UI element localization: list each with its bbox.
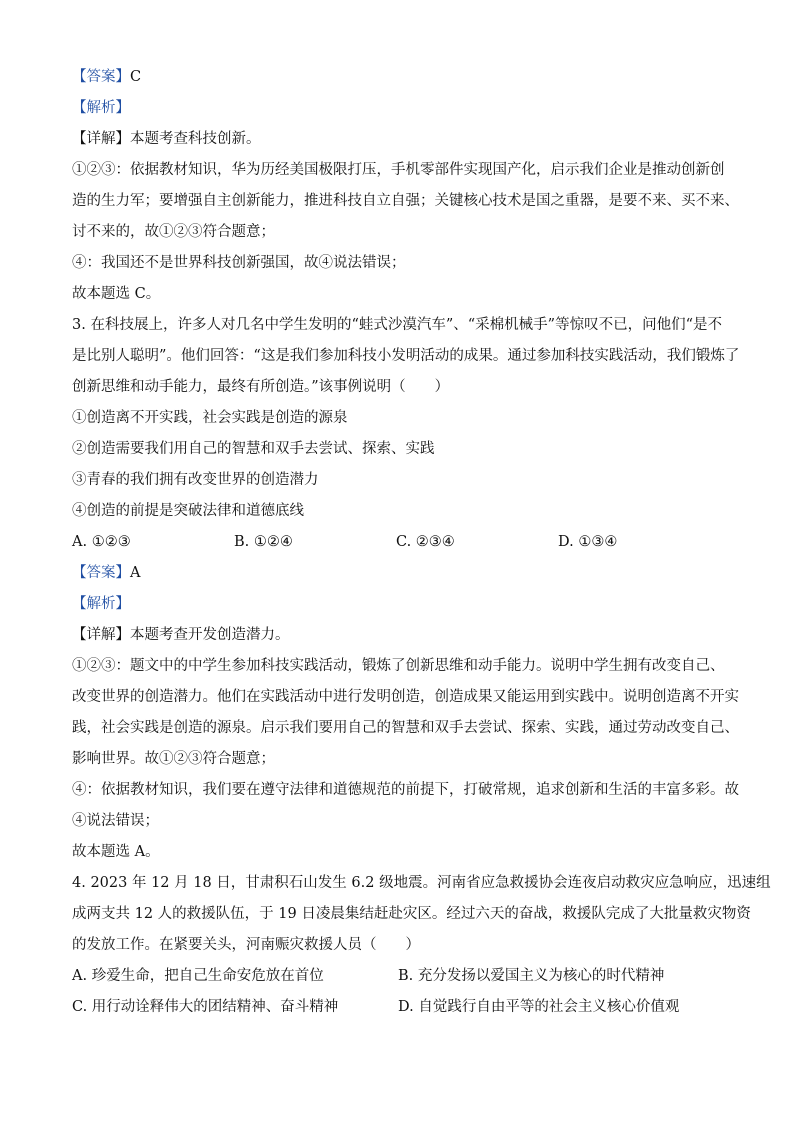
q3-stem-line: 3. 在科技展上，许多人对几名中学生发明的“蛙式沙漠汽车”、“采棉机械手”等惊叹不已，问他们“是不 — [72, 317, 723, 333]
answer-tag: 【答案】 — [72, 69, 130, 85]
q2-detail-line — [72, 124, 724, 155]
q2-analysis-line — [72, 93, 724, 124]
detail-tag: 【详解】 — [72, 627, 130, 643]
q3-answer-line — [72, 558, 724, 589]
q4-option-d: D. 自觉践行自由平等的社会主义核心价值观 — [398, 999, 680, 1015]
q4-option-b: B. 充分发扬以爱国主义为核心的时代精神 — [398, 968, 665, 984]
detail-text: 本题考查科技创新。 — [130, 131, 261, 147]
q3-explanation-line: ④：依据教材知识，我们要在遵守法律和道德规范的前提下，打破常规，追求创新和生活的丰富多彩。故 — [72, 782, 739, 798]
q3-explanation-line: 改变世界的创造潜力。他们在实践活动中进行发明创造，创造成果又能运用到实践中。说明创造离不开实 — [72, 689, 739, 705]
q3-explanation-line: 践，社会实践是创造的源泉。启示我们要用自己的智慧和双手去尝试、探索、实践，通过劳动改变自己、 — [72, 720, 739, 736]
answer-value: C — [130, 69, 142, 85]
q4-stem-line: 成两支共 12 人的救援队伍，于 19 日凌晨集结赶赴灾区。经过六天的奋战，救援队完成了大批量救灾物资 — [72, 906, 751, 922]
q3-detail-line — [72, 620, 724, 651]
q3-explanation-line: ④说法错误； — [72, 813, 159, 829]
q3-item: ③青春的我们拥有改变世界的创造潜力 — [72, 472, 319, 488]
q4-options-row-2 — [72, 992, 724, 1023]
q3-option-b: B. ①②④ — [234, 534, 293, 550]
detail-text: 本题考查开发创造潜力。 — [130, 627, 290, 643]
q2-explanation-line: 讨不来的，故①②③符合题意； — [72, 224, 275, 240]
q3-item: ①创造离不开实践，社会实践是创造的源泉 — [72, 410, 348, 426]
q2-conclusion-line: 故本题选 C。 — [72, 286, 161, 302]
q2-answer-line — [72, 62, 724, 93]
q3-option-a: A. ①②③ — [72, 534, 131, 550]
q2-explanation-line: 造的生力军；要增强自主创新能力，推进科技自立自强；关键核心技术是国之重器，是要不来、买不来、 — [72, 193, 739, 209]
q4-option-c: C. 用行动诠释伟大的团结精神、奋斗精神 — [72, 999, 339, 1015]
analysis-tag: 【解析】 — [72, 100, 130, 116]
q4-option-a: A. 珍爱生命，把自己生命安危放在首位 — [72, 968, 324, 984]
q4-stem-line: 的发放工作。在紧要关头，河南赈灾救援人员（ ） — [72, 937, 420, 953]
page-content — [72, 62, 771, 1023]
q3-stem-line: 创新思维和动手能力，最终有所创造。”该事例说明（ ） — [72, 379, 450, 395]
q2-explanation-line: ①②③：依据教材知识，华为历经美国极限打压，手机零部件实现国产化，启示我们企业是推动创新创 — [72, 162, 725, 178]
q3-analysis-line — [72, 589, 724, 620]
q3-option-d: D. ①③④ — [558, 534, 618, 550]
answer-value: A — [130, 565, 141, 581]
q3-item: ④创造的前提是突破法律和道德底线 — [72, 503, 304, 519]
q3-explanation-line: 影响世界。故①②③符合题意； — [72, 751, 275, 767]
q3-options — [72, 527, 724, 558]
q3-conclusion-line: 故本题选 A。 — [72, 844, 160, 860]
q3-stem-line: 是比别人聪明”。他们回答：“这是我们参加科技小发明活动的成果。通过参加科技实践活动，我们锻炼了 — [72, 348, 740, 364]
q3-item: ②创造需要我们用自己的智慧和双手去尝试、探索、实践 — [72, 441, 435, 457]
q2-explanation-line: ④：我国还不是世界科技创新强国，故④说法错误； — [72, 255, 406, 271]
q3-option-c: C. ②③④ — [396, 534, 455, 550]
q3-explanation-line: ①②③：题文中的中学生参加科技实践活动，锻炼了创新思维和动手能力。说明中学生拥有改变自己、 — [72, 658, 725, 674]
answer-tag: 【答案】 — [72, 565, 130, 581]
q4-stem-line: 4. 2023 年 12 月 18 日，甘肃积石山发生 6.2 级地震。河南省应急救援协会连夜启动救灾应急响应，迅速组 — [72, 875, 771, 891]
detail-tag: 【详解】 — [72, 131, 130, 147]
analysis-tag: 【解析】 — [72, 596, 130, 612]
q4-options-row-1 — [72, 961, 724, 992]
